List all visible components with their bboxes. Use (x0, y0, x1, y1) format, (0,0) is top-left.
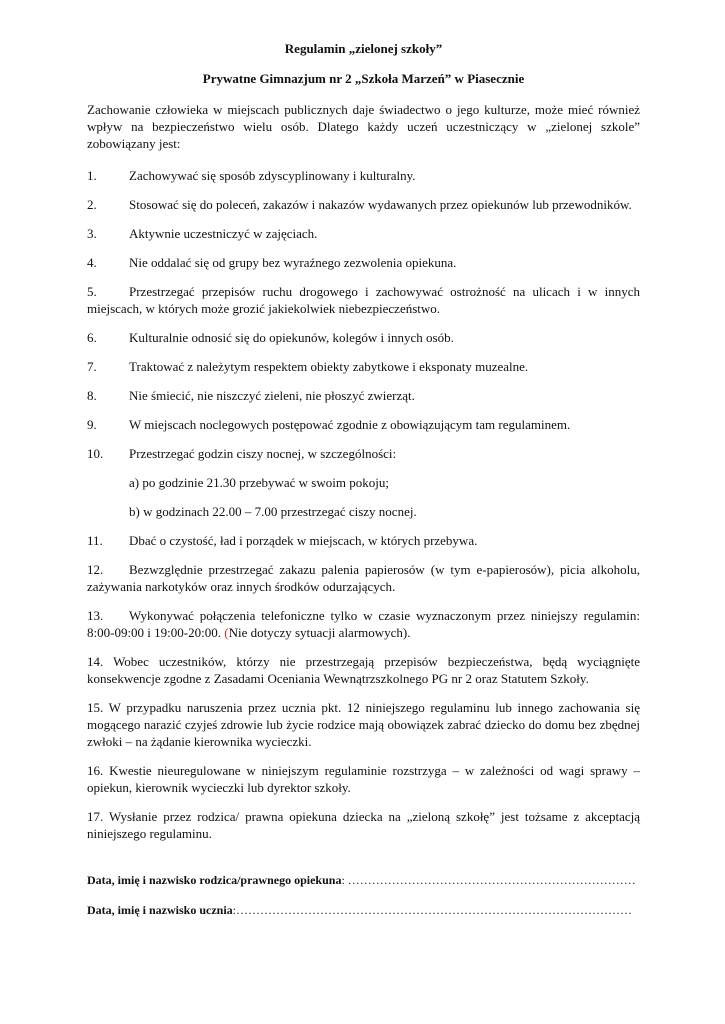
rule-item: 9. W miejscach noclegowych postępować zgodnie z obowiązującym tam regulaminem. (87, 417, 571, 432)
document-title: Regulamin „zielonej szkoły” (284, 41, 443, 56)
rule-item: 2. Stosować się do poleceń, zakazów i nakazów wydawanych przez opiekunów lub przewodników. (87, 197, 632, 212)
rule-sub-item: b) w godzinach 22.00 – 7.00 przestrzegać ciszy nocnej. (129, 504, 417, 519)
rule-item: 10. Przestrzegać godzin ciszy nocnej, w szczególności: (87, 446, 397, 461)
rule-paragraph: 15. W przypadku naruszenia przez ucznia pkt. 12 niniejszego regulaminu lub innego zachowania się mogącego narazić czyjeś zdrowie lub życie rodzice mają obowiązek zabrać dziecko do domu bez zbędnej zwłoki – na żądanie kierownika wycieczki. (87, 700, 640, 749)
rule-sub-item: a) po godzinie 21.30 przebywać w swoim pokoju; (129, 475, 389, 490)
rule-item: 8. Nie śmiecić, nie niszczyć zieleni, nie płoszyć zwierząt. (87, 388, 415, 403)
signature-section (87, 872, 640, 918)
student-signature-line (87, 902, 640, 918)
rule-item: 1. Zachowywać się sposób zdyscyplinowany i kulturalny. (87, 168, 416, 183)
student-signature-label: Data, imię i nazwisko ucznia (87, 903, 233, 917)
school-name: Prywatne Gimnazjum nr 2 „Szkoła Marzeń” w Piasecznie (202, 71, 525, 86)
rules-list (87, 167, 640, 842)
alarm-note: Nie dotyczy sytuacji alarmowych). (228, 625, 411, 640)
rule-item: 12. Bezwzględnie przestrzegać zakazu palenia papierosów (w tym e-papierosów), picia alkoholu, zażywania narkotyków oraz innych środków odurzających. (87, 562, 640, 594)
rule-item: 6. Kulturalnie odnosić się do opiekunów, kolegów i innych osób. (87, 330, 454, 345)
rule-item: 3. Aktywnie uczestniczyć w zajęciach. (87, 226, 318, 241)
rule-item: 5. Przestrzegać przepisów ruchu drogowego i zachowywać ostrożność na ulicach i w innych miejscach, w których może grozić jakiekolwiek niebezpieczeństwo. (87, 284, 640, 316)
rule-item: 7. Traktować z należytym respektem obiekty zabytkowe i eksponaty muzealne. (87, 359, 529, 374)
rule-item: 11. Dbać o czystość, ład i porządek w miejscach, w których przebywa. (87, 533, 478, 548)
paren-open: ( (224, 625, 229, 640)
rule-paragraph: 14. Wobec uczestników, którzy nie przestrzegają przepisów bezpieczeństwa, będą wyciągnięte konsekwencje zgodne z Zasadami Oceniania Wewnątrzszkolnego PG nr 2 oraz Statutem Szkoły. (87, 654, 640, 686)
parent-signature-label: Data, imię i nazwisko rodzica/prawnego opiekuna (87, 873, 342, 887)
rule-item-phone: 13. Wykonywać połączenia telefoniczne tylko w czasie wyznaczonym przez niniejszy regulamin: 8:00-09:00 i 19:00-20:00. (Nie dotyczy sytuacji alarmowych). (87, 608, 640, 640)
parent-signature-dots[interactable]: : ……………………………………………………………… (341, 873, 636, 887)
rule-paragraph: 17. Wysłanie przez rodzica/ prawna opiekuna dziecka na „zieloną szkołę” jest tożsame z akceptacją niniejszego regulaminu. (87, 809, 640, 841)
rule-item: 4. Nie oddalać się od grupy bez wyraźnego zezwolenia opiekuna. (87, 255, 457, 270)
intro-paragraph: Zachowanie człowieka w miejscach publicznych daje świadectwo o jego kulturze, może mieć również wpływ na bezpieczeństwo wielu osób. Dlatego każdy uczeń uczestniczący w „zielonej szkole” zobowiązany jest: (87, 102, 640, 151)
rule-paragraph: 16. Kwestie nieuregulowane w niniejszym regulaminie rozstrzyga – w zależności od wagi sprawy – opiekun, kierownik wycieczki lub dyrektor szkoły. (87, 763, 640, 795)
student-signature-dots[interactable]: :……………………………………………………………………………………… (232, 903, 633, 917)
parent-signature-line (87, 872, 640, 888)
